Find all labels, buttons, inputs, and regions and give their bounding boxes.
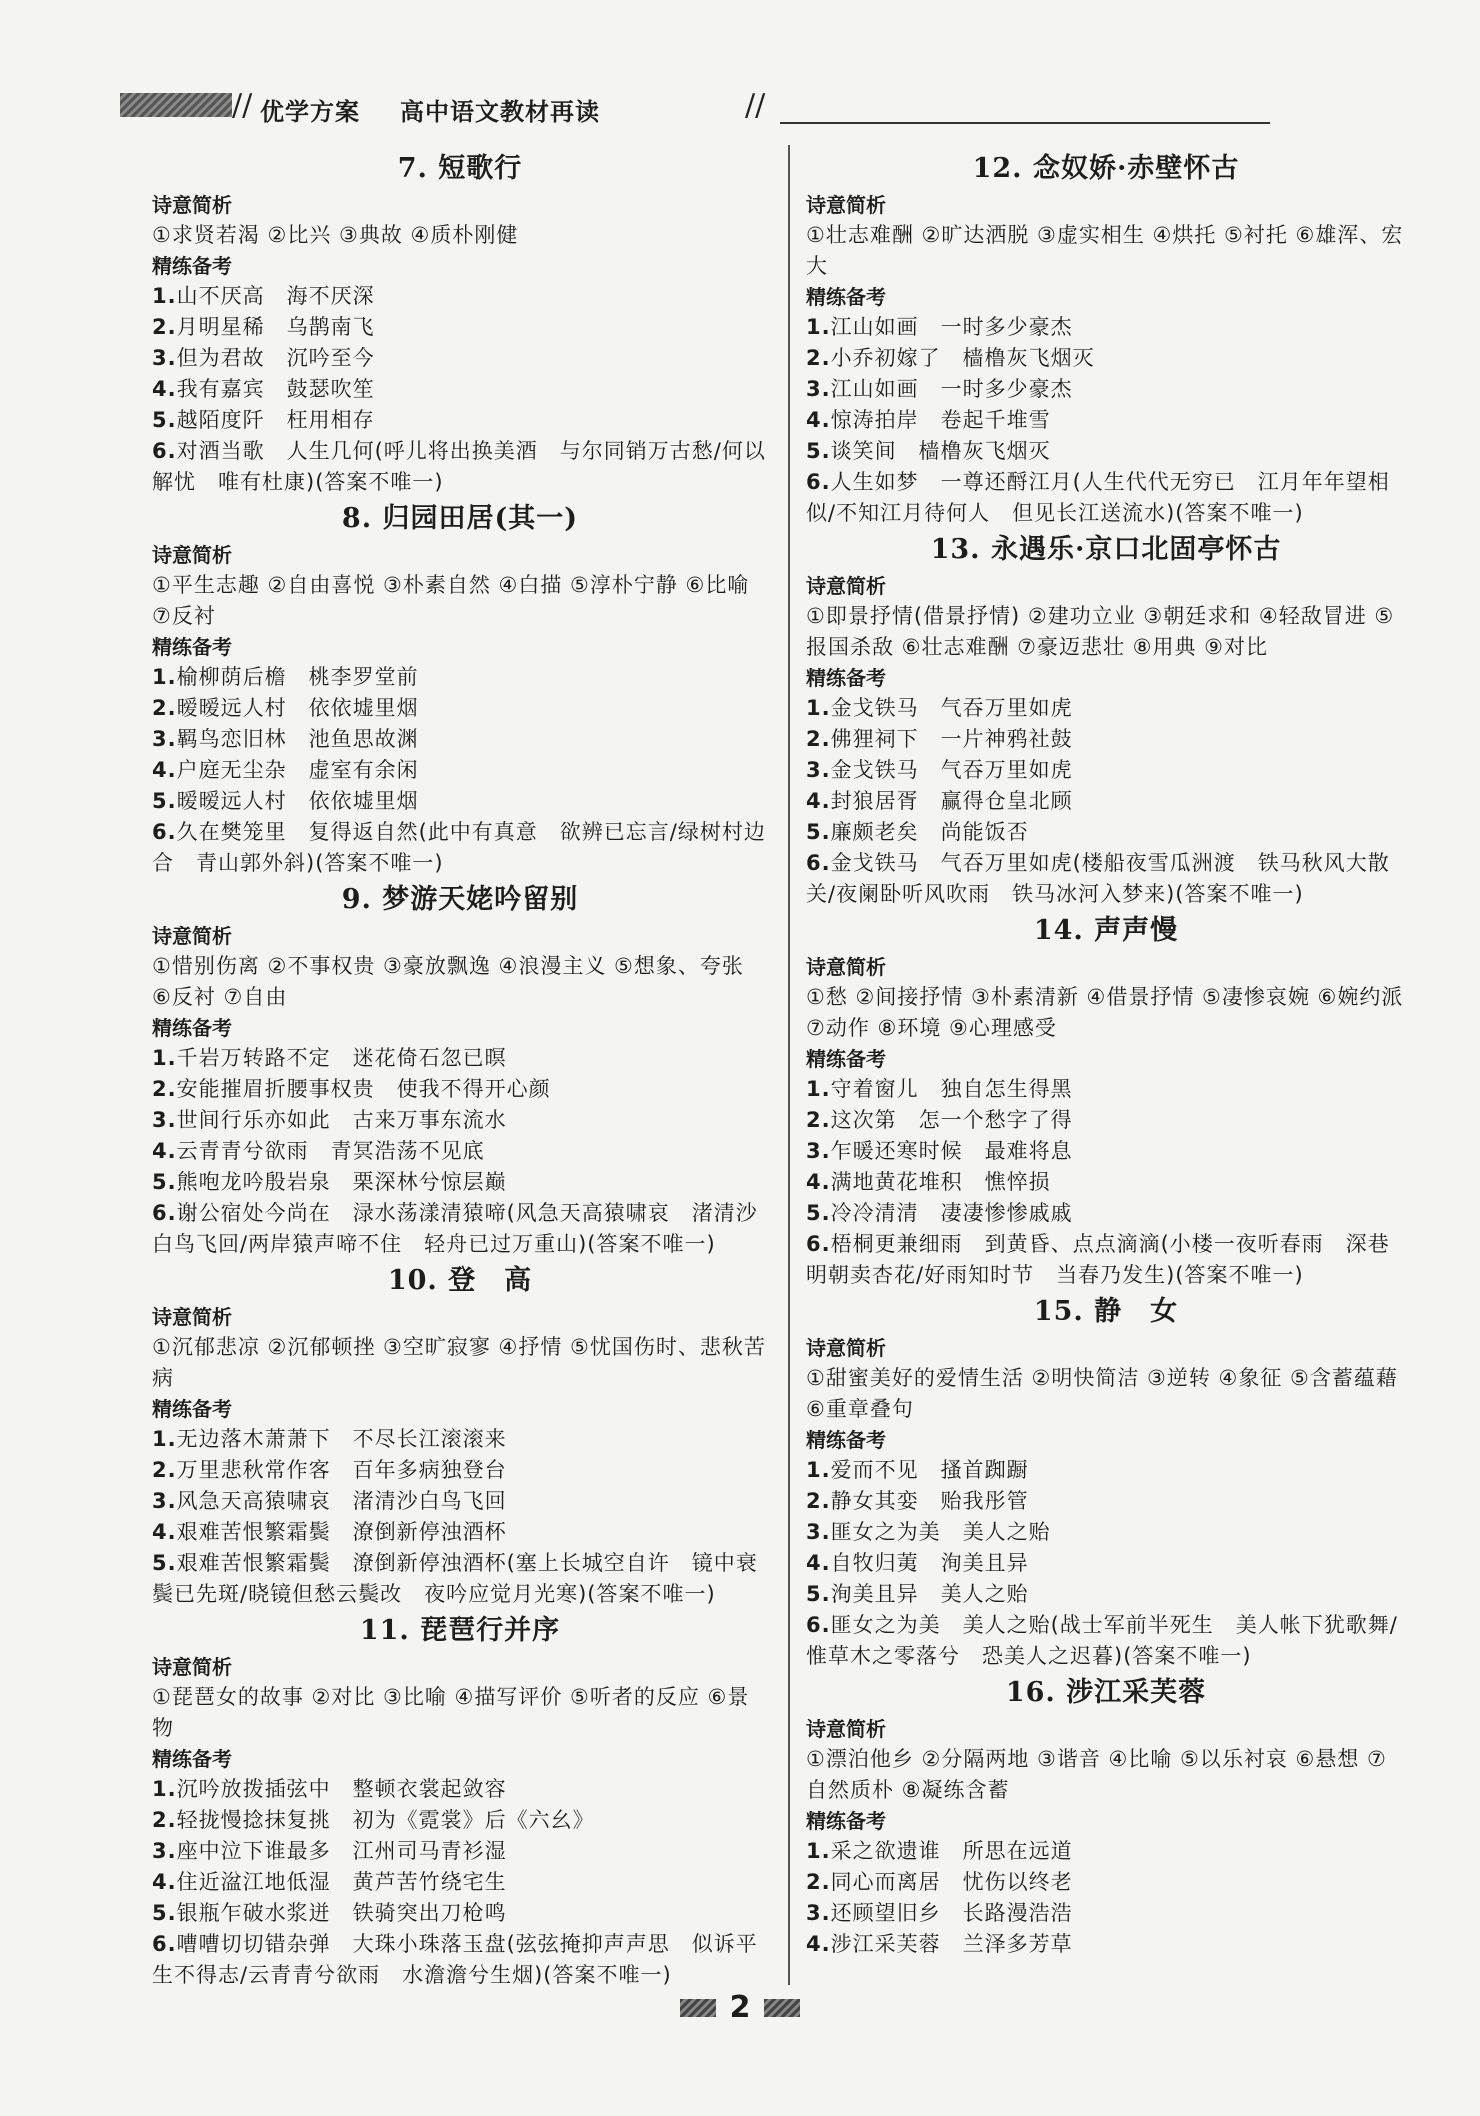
- poem-title: 7. 短歌行: [397, 153, 523, 184]
- poem-title: 15. 静 女: [1033, 1296, 1179, 1327]
- answer-item: [152, 1105, 768, 1136]
- answer-text: 匪女之为美 美人之贻(战士军前半死生 美人帐下犹歌舞/惟草木之零落兮 恐美人之迟暮)(答案不唯一): [806, 1613, 1398, 1668]
- section-label-poetic: 诗意简析: [806, 1717, 886, 1741]
- answer-number: 5.: [152, 789, 177, 813]
- section-label-poetic: 诗意简析: [152, 193, 232, 217]
- answer-text: 匪女之为美 美人之贻: [830, 1520, 1051, 1544]
- answer-item: [806, 1836, 1406, 1867]
- answer-text: 无边落木萧萧下 不尽长江滚滚来: [176, 1427, 507, 1451]
- answer-number: 4.: [152, 377, 177, 401]
- answer-text: 户庭无尘杂 虚室有余闲: [176, 758, 419, 782]
- answer-text: 同心而离居 忧伤以终老: [830, 1870, 1073, 1894]
- answer-number: 6.: [806, 1613, 831, 1637]
- section-label-practice: 精练备考: [806, 285, 886, 309]
- answer-number: 6.: [806, 470, 831, 494]
- answer-item: [152, 1074, 768, 1105]
- answer-text: 安能摧眉折腰事权贵 使我不得开心颜: [176, 1077, 551, 1101]
- section-label-poetic: 诗意简析: [152, 1305, 232, 1329]
- answer-item: [152, 1774, 768, 1805]
- analysis-text: ①即景抒情(借景抒情) ②建功立业 ③朝廷求和 ④轻敌冒进 ⑤报国杀敌 ⑥壮志难酬 ⑦豪迈悲壮 ⑧用典 ⑨对比: [806, 604, 1395, 659]
- answer-number: 4.: [806, 789, 831, 813]
- section-label-practice: 精练备考: [152, 1397, 232, 1421]
- answer-item: [806, 755, 1406, 786]
- answer-item: [152, 312, 768, 343]
- answer-number: 2.: [152, 1458, 177, 1482]
- answer-text: 座中泣下谁最多 江州司马青衫湿: [176, 1839, 507, 1863]
- answer-item: [806, 848, 1406, 910]
- answer-item: [806, 1517, 1406, 1548]
- answer-number: 1.: [806, 1458, 831, 1482]
- answer-text: 风急天高猿啸哀 渚清沙白鸟飞回: [176, 1489, 507, 1513]
- header-decoration-bar: [120, 93, 232, 117]
- answer-text: 熊咆龙吟殷岩泉 栗深林兮惊层巅: [176, 1170, 507, 1194]
- answer-item: [806, 374, 1406, 405]
- answer-number: 4.: [806, 408, 831, 432]
- answer-item: [152, 1548, 768, 1610]
- answer-number: 2.: [806, 1870, 831, 1894]
- answer-number: 4.: [152, 1139, 177, 1163]
- answer-number: 5.: [806, 439, 831, 463]
- answer-item: [806, 1898, 1406, 1929]
- answer-number: 2.: [806, 1489, 831, 1513]
- answer-item: [806, 1867, 1406, 1898]
- answer-number: 5.: [152, 1170, 177, 1194]
- answer-text: 艰难苦恨繁霜鬓 潦倒新停浊酒杯(塞上长城空自许 镜中衰鬓已先斑/晓镜但愁云鬓改 夜吟应觉月光寒)(答案不唯一): [152, 1551, 758, 1606]
- answer-item: [152, 817, 768, 879]
- page-footer: [0, 1990, 1480, 2030]
- answer-item: [806, 1579, 1406, 1610]
- answer-text: 艰难苦恨繁霜鬓 潦倒新停浊酒杯: [176, 1520, 507, 1544]
- section-label-poetic: 诗意简析: [806, 955, 886, 979]
- answer-item: [806, 312, 1406, 343]
- answer-item: [152, 1043, 768, 1074]
- answer-item: [152, 436, 768, 498]
- poem-section: [806, 148, 1406, 529]
- answer-number: 2.: [152, 1077, 177, 1101]
- section-label-practice: 精练备考: [806, 1047, 886, 1071]
- answer-item: [806, 1929, 1406, 1960]
- answer-item: [152, 786, 768, 817]
- section-label-practice: 精练备考: [806, 666, 886, 690]
- answer-text: 羁鸟恋旧林 池鱼思故渊: [176, 727, 419, 751]
- answer-item: [152, 1867, 768, 1898]
- answer-item: [806, 1136, 1406, 1167]
- answer-number: 3.: [152, 1489, 177, 1513]
- poem-section: [806, 1291, 1406, 1672]
- answer-number: 4.: [806, 1551, 831, 1575]
- right-column: [806, 148, 1406, 1960]
- header-title: 高中语文教材再读: [400, 98, 600, 126]
- answer-number: 5.: [806, 1201, 831, 1225]
- analysis-text: ①沉郁悲凉 ②沉郁顿挫 ③空旷寂寥 ④抒情 ⑤忧国伤时、悲秋苦病: [152, 1335, 766, 1390]
- answer-text: 自牧归荑 洵美且异: [830, 1551, 1029, 1575]
- poem-section: [806, 529, 1406, 910]
- answer-number: 6.: [806, 851, 831, 875]
- answer-item: [806, 1229, 1406, 1291]
- answer-item: [152, 1424, 768, 1455]
- analysis-text: ①平生志趣 ②自由喜悦 ③朴素自然 ④白描 ⑤淳朴宁静 ⑥比喻 ⑦反衬: [152, 573, 750, 628]
- analysis-text: ①甜蜜美好的爱情生活 ②明快简洁 ③逆转 ④象征 ⑤含蓄蕴藉 ⑥重章叠句: [806, 1366, 1398, 1421]
- answer-text: 我有嘉宾 鼓瑟吹笙: [176, 377, 375, 401]
- answer-number: 1.: [152, 1427, 177, 1451]
- answer-number: 1.: [152, 665, 177, 689]
- answer-item: [152, 1198, 768, 1260]
- section-label-poetic: 诗意简析: [806, 574, 886, 598]
- answer-text: 暧暧远人村 依依墟里烟: [176, 789, 419, 813]
- answer-text: 谈笑间 樯橹灰飞烟灭: [830, 439, 1051, 463]
- answer-item: [152, 343, 768, 374]
- answer-item: [806, 1167, 1406, 1198]
- answer-text: 轻拢慢捻抹复挑 初为《霓裳》后《六幺》: [176, 1808, 595, 1832]
- answer-item: [806, 1074, 1406, 1105]
- answer-item: [152, 405, 768, 436]
- answer-text: 对酒当歌 人生几何(呼儿将出换美酒 与尔同销万古愁/何以解忧 唯有杜康)(答案不唯一): [152, 439, 766, 494]
- answer-item: [806, 786, 1406, 817]
- poem-title: 11. 琵琶行并序: [359, 1615, 561, 1646]
- answer-item: [806, 1198, 1406, 1229]
- answer-text: 谢公宿处今尚在 渌水荡漾清猿啼(风急天高猿啸哀 渚清沙白鸟飞回/两岸猿声啼不住 轻舟已过万重山)(答案不唯一): [152, 1201, 758, 1256]
- answer-text: 千岩万转路不定 迷花倚石忽已暝: [176, 1046, 507, 1070]
- answer-item: [152, 662, 768, 693]
- answer-number: 1.: [806, 696, 831, 720]
- answer-text: 静女其娈 贻我彤管: [830, 1489, 1029, 1513]
- answer-text: 江山如画 一时多少豪杰: [830, 315, 1073, 339]
- answer-text: 廉颇老矣 尚能饭否: [830, 820, 1029, 844]
- answer-number: 4.: [152, 1870, 177, 1894]
- answer-number: 1.: [152, 284, 177, 308]
- answer-item: [806, 1455, 1406, 1486]
- answer-text: 小乔初嫁了 樯橹灰飞烟灭: [830, 346, 1095, 370]
- answer-item: [152, 1455, 768, 1486]
- answer-item: [806, 817, 1406, 848]
- answer-number: 2.: [152, 1808, 177, 1832]
- poem-section: [806, 1672, 1406, 1960]
- answer-text: 金戈铁马 气吞万里如虎(楼船夜雪瓜洲渡 铁马秋风大散关/夜阑卧听风吹雨 铁马冰河入梦来)(答案不唯一): [806, 851, 1390, 906]
- answer-text: 涉江采芙蓉 兰泽多芳草: [830, 1932, 1073, 1956]
- answer-text: 暧暧远人村 依依墟里烟: [176, 696, 419, 720]
- section-label-poetic: 诗意简析: [806, 193, 886, 217]
- poem-title: 8. 归园田居(其一): [341, 503, 579, 534]
- header-brand: 优学方案: [260, 98, 360, 126]
- answer-text: 沉吟放拨插弦中 整顿衣裳起敛容: [176, 1777, 507, 1801]
- answer-item: [806, 343, 1406, 374]
- answer-text: 乍暖还寒时候 最难将息: [830, 1139, 1073, 1163]
- analysis-text: ①壮志难酬 ②旷达洒脱 ③虚实相生 ④烘托 ⑤衬托 ⑥雄浑、宏大: [806, 223, 1404, 278]
- answer-number: 6.: [806, 1232, 831, 1256]
- analysis-text: ①漂泊他乡 ②分隔两地 ③谐音 ④比喻 ⑤以乐衬哀 ⑥悬想 ⑦自然质朴 ⑧凝练含蓄: [806, 1747, 1387, 1802]
- answer-item: [152, 724, 768, 755]
- answer-text: 月明星稀 乌鹊南飞: [176, 315, 375, 339]
- header-slash-icon: //: [745, 88, 766, 123]
- answer-number: 5.: [806, 820, 831, 844]
- answer-text: 还顾望旧乡 长路漫浩浩: [830, 1901, 1073, 1925]
- answer-item: [152, 1136, 768, 1167]
- answer-text: 冷冷清清 凄凄惨惨戚戚: [830, 1201, 1073, 1225]
- answer-number: 4.: [806, 1932, 831, 1956]
- answer-number: 3.: [806, 1520, 831, 1544]
- answer-item: [152, 1486, 768, 1517]
- answer-item: [806, 1486, 1406, 1517]
- poem-section: [152, 879, 768, 1260]
- answer-number: 3.: [806, 1139, 831, 1163]
- answer-text: 世间行乐亦如此 古来万事东流水: [176, 1108, 507, 1132]
- answer-number: 1.: [806, 315, 831, 339]
- section-label-practice: 精练备考: [152, 1016, 232, 1040]
- column-divider: [788, 145, 790, 1985]
- answer-item: [806, 724, 1406, 755]
- answer-text: 封狼居胥 赢得仓皇北顾: [830, 789, 1073, 813]
- section-label-practice: 精练备考: [152, 254, 232, 278]
- answer-number: 2.: [806, 346, 831, 370]
- header-slash-icon: //: [232, 88, 253, 123]
- answer-item: [806, 405, 1406, 436]
- answer-item: [152, 1805, 768, 1836]
- answer-item: [806, 693, 1406, 724]
- answer-number: 1.: [152, 1777, 177, 1801]
- poem-title: 13. 永遇乐·京口北固亭怀古: [930, 534, 1282, 565]
- answer-text: 梧桐更兼细雨 到黄昏、点点滴滴(小楼一夜听春雨 深巷明朝卖杏花/好雨知时节 当春乃发生)(答案不唯一): [806, 1232, 1390, 1287]
- answer-number: 5.: [806, 1582, 831, 1606]
- answer-number: 2.: [152, 315, 177, 339]
- answer-item: [806, 436, 1406, 467]
- answer-number: 1.: [806, 1839, 831, 1863]
- answer-text: 金戈铁马 气吞万里如虎: [830, 758, 1073, 782]
- section-label-poetic: 诗意简析: [152, 543, 232, 567]
- answer-number: 3.: [806, 377, 831, 401]
- answer-text: 云青青兮欲雨 青冥浩荡不见底: [176, 1139, 485, 1163]
- poem-title: 10. 登 高: [387, 1265, 533, 1296]
- answer-item: [152, 1898, 768, 1929]
- answer-item: [152, 755, 768, 786]
- answer-text: 惊涛拍岸 卷起千堆雪: [830, 408, 1051, 432]
- answer-item: [806, 467, 1406, 529]
- footer-decoration-bar: [680, 1999, 716, 2017]
- poem-section: [152, 1610, 768, 1991]
- answer-text: 但为君故 沉吟至今: [176, 346, 375, 370]
- analysis-text: ①求贤若渴 ②比兴 ③典故 ④质朴刚健: [152, 223, 519, 247]
- answer-number: 3.: [806, 758, 831, 782]
- poem-section: [806, 910, 1406, 1291]
- header-rule: [780, 122, 1270, 124]
- poem-title: 9. 梦游天姥吟留别: [341, 884, 579, 915]
- answer-text: 金戈铁马 气吞万里如虎: [830, 696, 1073, 720]
- analysis-text: ①惜别伤离 ②不事权贵 ③豪放飘逸 ④浪漫主义 ⑤想象、夸张 ⑥反衬 ⑦自由: [152, 954, 744, 1009]
- section-label-practice: 精练备考: [806, 1809, 886, 1833]
- answer-number: 4.: [806, 1170, 831, 1194]
- answer-item: [806, 1105, 1406, 1136]
- answer-text: 洵美且异 美人之贻: [830, 1582, 1029, 1606]
- answer-number: 2.: [806, 1108, 831, 1132]
- answer-text: 守着窗儿 独自怎生得黑: [830, 1077, 1073, 1101]
- answer-number: 1.: [152, 1046, 177, 1070]
- answer-text: 住近湓江地低湿 黄芦苦竹绕宅生: [176, 1870, 507, 1894]
- analysis-text: ①愁 ②间接抒情 ③朴素清新 ④借景抒情 ⑤凄惨哀婉 ⑥婉约派 ⑦动作 ⑧环境 ⑨心理感受: [806, 985, 1404, 1040]
- section-label-practice: 精练备考: [806, 1428, 886, 1452]
- section-label-poetic: 诗意简析: [806, 1336, 886, 1360]
- poem-section: [152, 1260, 768, 1610]
- section-label-poetic: 诗意简析: [152, 924, 232, 948]
- answer-number: 1.: [806, 1077, 831, 1101]
- answer-text: 山不厌高 海不厌深: [176, 284, 375, 308]
- poem-section: [152, 148, 768, 498]
- poem-title: 12. 念奴娇·赤壁怀古: [972, 153, 1240, 184]
- poem-title: 14. 声声慢: [1033, 915, 1179, 946]
- answer-number: 6.: [152, 820, 177, 844]
- answer-number: 3.: [152, 346, 177, 370]
- answer-text: 这次第 怎一个愁字了得: [830, 1108, 1073, 1132]
- answer-item: [152, 281, 768, 312]
- answer-text: 佛狸祠下 一片神鸦社鼓: [830, 727, 1073, 751]
- answer-item: [806, 1610, 1406, 1672]
- analysis-text: ①琵琶女的故事 ②对比 ③比喻 ④描写评价 ⑤听者的反应 ⑥景物: [152, 1685, 750, 1740]
- answer-number: 2.: [806, 727, 831, 751]
- answer-number: 4.: [152, 1520, 177, 1544]
- footer-decoration-bar: [764, 1999, 800, 2017]
- answer-number: 3.: [806, 1901, 831, 1925]
- section-label-poetic: 诗意简析: [152, 1655, 232, 1679]
- answer-item: [152, 1167, 768, 1198]
- answer-text: 久在樊笼里 复得返自然(此中有真意 欲辨已忘言/绿树村边合 青山郭外斜)(答案不唯一): [152, 820, 766, 875]
- answer-text: 越陌度阡 枉用相存: [176, 408, 375, 432]
- answer-number: 6.: [152, 1932, 177, 1956]
- answer-item: [806, 1548, 1406, 1579]
- answer-number: 6.: [152, 439, 177, 463]
- answer-text: 银瓶乍破水浆迸 铁骑突出刀枪鸣: [176, 1901, 507, 1925]
- section-label-practice: 精练备考: [152, 1747, 232, 1771]
- answer-item: [152, 693, 768, 724]
- page-header: [120, 88, 1270, 128]
- answer-text: 嘈嘈切切错杂弹 大珠小珠落玉盘(弦弦掩抑声声思 似诉平生不得志/云青青兮欲雨 水澹澹兮生烟)(答案不唯一): [152, 1932, 758, 1987]
- answer-text: 爱而不见 搔首踟蹰: [830, 1458, 1029, 1482]
- page-number: 2: [729, 1990, 751, 2025]
- answer-number: 5.: [152, 408, 177, 432]
- answer-number: 5.: [152, 1551, 177, 1575]
- answer-number: 3.: [152, 1108, 177, 1132]
- answer-number: 4.: [152, 758, 177, 782]
- answer-item: [152, 1929, 768, 1991]
- answer-number: 2.: [152, 696, 177, 720]
- answer-number: 6.: [152, 1201, 177, 1225]
- answer-item: [152, 374, 768, 405]
- poem-section: [152, 498, 768, 879]
- answer-number: 3.: [152, 727, 177, 751]
- answer-item: [152, 1836, 768, 1867]
- answer-text: 江山如画 一时多少豪杰: [830, 377, 1073, 401]
- answer-text: 万里悲秋常作客 百年多病独登台: [176, 1458, 507, 1482]
- answer-number: 5.: [152, 1901, 177, 1925]
- poem-title: 16. 涉江采芙蓉: [1005, 1677, 1207, 1708]
- answer-text: 人生如梦 一尊还酹江月(人生代代无穷已 江月年年望相似/不知江月待何人 但见长江送流水)(答案不唯一): [806, 470, 1390, 525]
- answer-number: 3.: [152, 1839, 177, 1863]
- left-column: [152, 148, 768, 1991]
- answer-text: 满地黄花堆积 憔悴损: [830, 1170, 1051, 1194]
- answer-text: 采之欲遗谁 所思在远道: [830, 1839, 1073, 1863]
- answer-text: 榆柳荫后檐 桃李罗堂前: [176, 665, 419, 689]
- answer-item: [152, 1517, 768, 1548]
- section-label-practice: 精练备考: [152, 635, 232, 659]
